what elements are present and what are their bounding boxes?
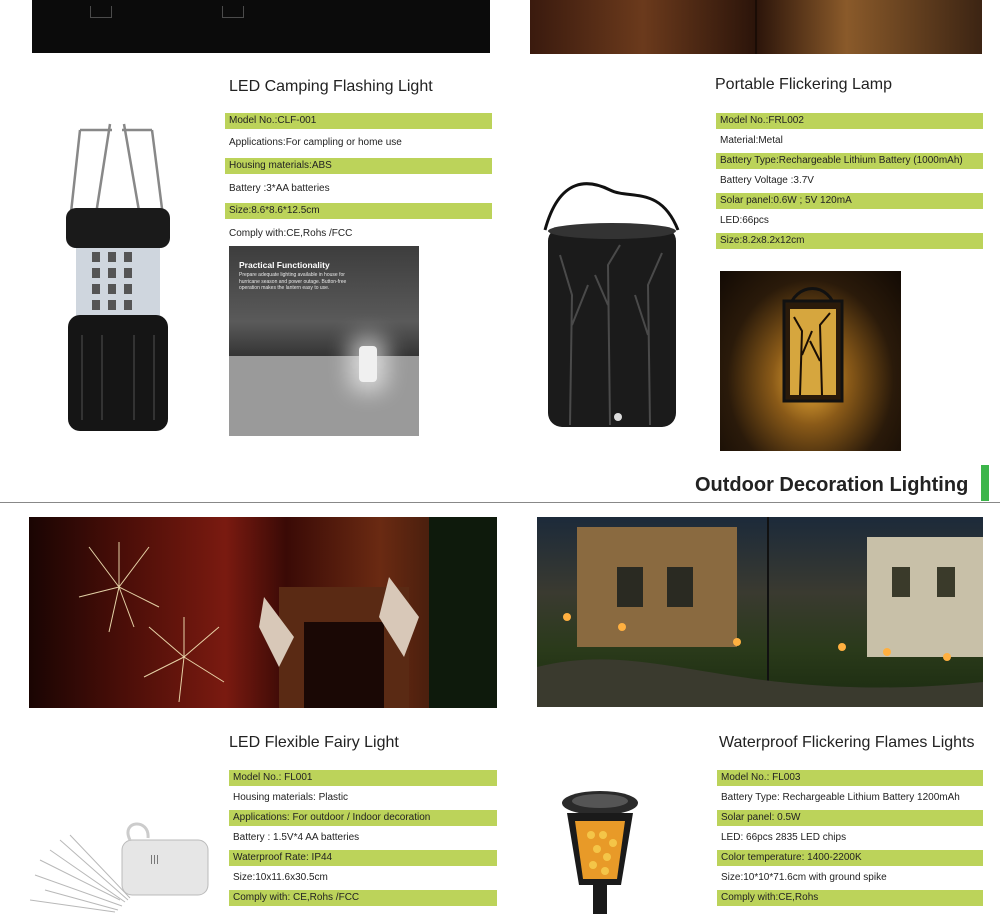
spec-row: Model No.:CLF-001: [225, 113, 492, 129]
spec-row: Comply with: CE,Rohs /FCC: [229, 890, 497, 906]
spec-row: Solar panel:0.6W ; 5V 120mA: [716, 193, 983, 209]
product-glyph-icon: [222, 6, 244, 18]
spec-row: Material:Metal: [720, 135, 783, 146]
spec-row: Battery :3*AA batteries: [229, 183, 330, 194]
christmas-fairy-light-photo: [29, 517, 497, 708]
spec-row: Size:10x11.6x30.5cm: [233, 872, 328, 883]
top-photo-left: [32, 0, 490, 53]
spec-row: Battery Type: Rechargeable Lithium Battery 1200mAh: [721, 792, 960, 803]
photo-caption: Prepare adequate lighting available in house for hurricane season and power outage. Button-free operation makes the lantern easy to use.: [239, 272, 347, 291]
fairy-light-product-image: [30, 820, 220, 914]
spec-row: Size:8.2x8.2x12cm: [716, 233, 983, 249]
spec-row: Model No.:FRL002: [716, 113, 983, 129]
spec-row: Applications: For outdoor / Indoor decoration: [229, 810, 497, 826]
glowing-lamp-photo: [720, 271, 901, 451]
spec-row: Housing materials: Plastic: [233, 792, 349, 803]
svg-text:|||: |||: [150, 855, 160, 865]
spec-row: Size:10*10*71.6cm with ground spike: [721, 872, 887, 883]
spec-row: LED:66pcs: [720, 215, 769, 226]
top-photo-right: [530, 0, 982, 54]
photo-heading: Practical Functionality: [239, 260, 330, 270]
spec-row: Battery Voltage :3.7V: [720, 175, 814, 186]
spec-row: Applications:For campling or home use: [229, 137, 402, 148]
product-title-camping-light: LED Camping Flashing Light: [229, 78, 433, 95]
cylinder-lamp-image: [540, 175, 685, 435]
section-title: Outdoor Decoration Lighting: [695, 474, 969, 496]
camping-lantern-image: [62, 120, 174, 438]
lantern-in-bedroom-photo: [229, 246, 419, 436]
product-glyph-icon: [90, 6, 112, 18]
spec-row: Battery : 1.5V*4 AA batteries: [233, 832, 360, 843]
spec-row: LED: 66pcs 2835 LED chips: [721, 832, 847, 843]
spec-row: Battery Type:Rechargeable Lithium Battery (1000mAh): [716, 153, 983, 169]
spec-row: Color temperature: 1400-2200K: [717, 850, 983, 866]
spec-row: Waterproof Rate: IP44: [229, 850, 497, 866]
spec-row: Comply with:CE,Rohs: [717, 890, 983, 906]
garden-torch-lights-photo: [537, 517, 983, 707]
spec-row: Model No.: FL003: [717, 770, 983, 786]
section-accent-bar: [981, 465, 989, 501]
product-title-fairy-light: LED Flexible Fairy Light: [229, 734, 399, 751]
spec-row: Comply with:CE,Rohs /FCC: [229, 228, 353, 239]
spec-row: Solar panel: 0.5W: [717, 810, 983, 826]
product-title-flickering-lamp: Portable Flickering Lamp: [715, 76, 892, 93]
product-title-flame-lights: Waterproof Flickering Flames Lights: [719, 734, 975, 751]
flame-torch-light-image: [555, 785, 645, 914]
spec-row: Model No.: FL001: [229, 770, 497, 786]
spec-row: Size:8.6*8.6*12.5cm: [225, 203, 492, 219]
spec-row: Housing materials:ABS: [225, 158, 492, 174]
section-divider: [0, 502, 1000, 503]
